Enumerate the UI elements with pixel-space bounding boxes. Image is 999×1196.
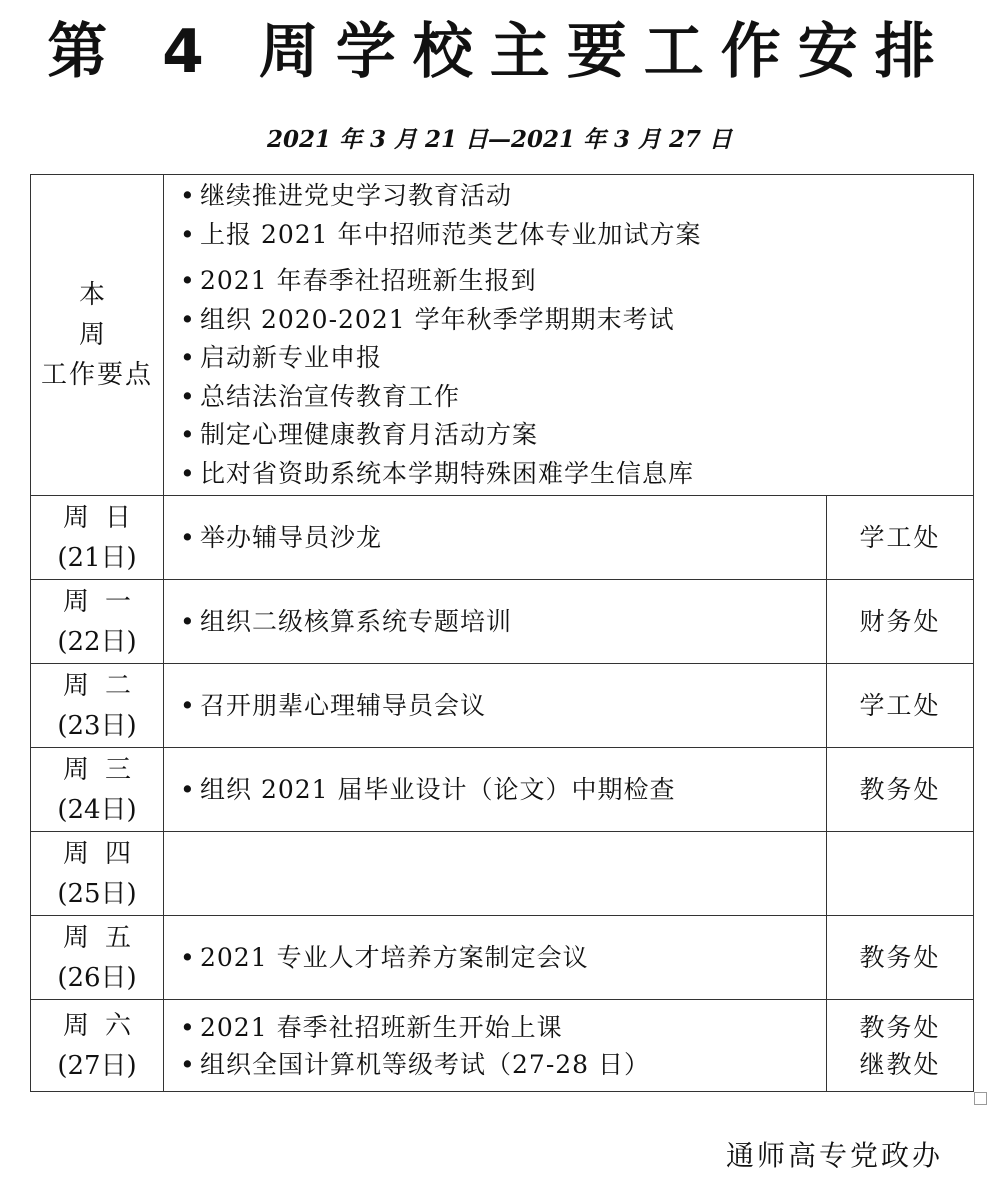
day-name: 周日	[62, 502, 147, 533]
week-point-item: • 2021 年春季社招班新生报到	[180, 262, 973, 301]
table-resize-handle[interactable]	[974, 1092, 987, 1105]
day-date: (24日)	[57, 794, 137, 825]
day-item: • 组织二级核算系统专题培训	[180, 603, 826, 640]
responsible-dept	[827, 664, 974, 748]
date-range: 2021 年 3 月 21 日—2021 年 3 月 27 日	[266, 126, 733, 153]
day-row	[31, 832, 974, 916]
week-point-item: • 启动新专业申报	[180, 339, 973, 378]
day-row	[31, 580, 974, 664]
issuer-signature: 通师高专党政办	[725, 1139, 943, 1172]
day-items	[164, 832, 827, 916]
day-date: (23日)	[57, 710, 137, 741]
day-items	[164, 496, 827, 580]
responsible-dept	[827, 916, 974, 1000]
day-name: 周一	[62, 586, 147, 617]
day-item: • 召开朋辈心理辅导员会议	[180, 687, 826, 724]
schedule-table	[30, 174, 974, 1092]
day-label	[31, 580, 164, 664]
dept-name: 财务处	[859, 607, 941, 636]
week-points-label-line1: 本周	[78, 280, 145, 350]
week-points-row	[31, 175, 974, 496]
day-date: (22日)	[57, 626, 137, 657]
week-point-item: • 组织 2020-2021 学年秋季学期期末考试	[180, 301, 973, 340]
day-item: • 2021 专业人才培养方案制定会议	[180, 939, 826, 976]
day-items	[164, 664, 827, 748]
day-row	[31, 748, 974, 832]
page-title: 第 4 周学校主要工作安排	[47, 17, 952, 87]
week-point-item: • 总结法治宣传教育工作	[180, 378, 973, 417]
dept-name: 教务处	[859, 775, 941, 804]
day-name: 周三	[62, 754, 147, 785]
week-point-item: • 制定心理健康教育月活动方案	[180, 416, 973, 455]
day-label	[31, 832, 164, 916]
day-row	[31, 916, 974, 1000]
week-point-item: • 比对省资助系统本学期特殊困难学生信息库	[180, 455, 973, 494]
day-name: 周六	[62, 1010, 147, 1041]
day-date: (21日)	[57, 542, 137, 573]
responsible-dept	[827, 748, 974, 832]
responsible-dept	[827, 832, 974, 916]
day-item: • 2021 春季社招班新生开始上课	[180, 1009, 826, 1046]
dept-name: 学工处	[859, 523, 941, 552]
responsible-dept	[827, 1000, 974, 1092]
day-label	[31, 1000, 164, 1092]
day-label	[31, 496, 164, 580]
dept-name: 学工处	[859, 691, 941, 720]
day-name: 周二	[62, 670, 147, 701]
day-items	[164, 748, 827, 832]
day-items	[164, 1000, 827, 1092]
dept-name: 教务处	[859, 1012, 941, 1042]
responsible-dept	[827, 496, 974, 580]
dept-name: 教务处	[859, 943, 941, 972]
day-items	[164, 916, 827, 1000]
day-label	[31, 916, 164, 1000]
day-label	[31, 748, 164, 832]
week-point-item: • 上报 2021 年中招师范类艺体专业加试方案	[180, 216, 973, 255]
day-date: (27日)	[57, 1050, 137, 1081]
day-label	[31, 664, 164, 748]
week-point-item: • 继续推进党史学习教育活动	[180, 177, 973, 216]
day-name: 周四	[62, 838, 147, 869]
day-item: • 举办辅导员沙龙	[180, 519, 826, 556]
day-item: • 组织全国计算机等级考试（27-28 日）	[180, 1046, 826, 1083]
day-item: • 组织 2021 届毕业设计（论文）中期检查	[180, 771, 826, 808]
day-date: (26日)	[57, 962, 137, 993]
day-row	[31, 664, 974, 748]
week-points-list	[164, 175, 974, 496]
week-points-label-line2: 工作要点	[40, 360, 153, 390]
dept-name: 继教处	[859, 1049, 941, 1079]
day-items	[164, 580, 827, 664]
day-name: 周五	[62, 922, 147, 953]
responsible-dept	[827, 580, 974, 664]
week-points-label	[31, 175, 164, 496]
day-row	[31, 1000, 974, 1092]
day-date: (25日)	[57, 878, 137, 909]
day-row	[31, 496, 974, 580]
